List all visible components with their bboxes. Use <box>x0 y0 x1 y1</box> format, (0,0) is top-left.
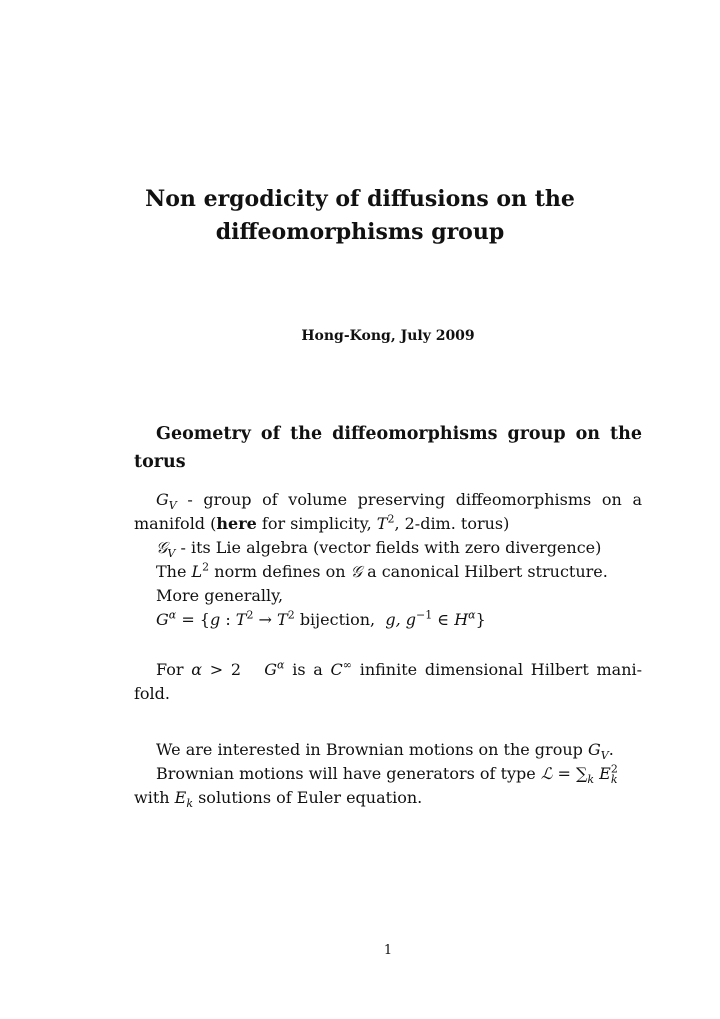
lie-algebra-line <box>134 536 642 560</box>
place-date: Hong-Kong, July 2009 <box>301 328 475 344</box>
page-number: 1 <box>383 943 393 958</box>
math-c-infinity: C∞ <box>330 658 352 679</box>
math-set-open: = {g : $T^2 \to T^2$ <box>181 608 295 629</box>
heading-line-2: torus <box>134 452 186 472</box>
paragraph-brownian <box>134 738 642 810</box>
l2-suffix: a canonical Hilbert structure. <box>367 562 608 581</box>
g-alpha-definition <box>134 608 642 632</box>
l2-prefix: The <box>156 562 187 581</box>
interest-text: We are interested in Brownian motions on the group <box>156 740 583 759</box>
manifold-suffix: , 2-dim. torus) <box>394 514 510 533</box>
math-set-close: g, $g^{-1}$ ∈ $H^\alpha$} <box>385 608 486 629</box>
paragraph-hilbert-manifold <box>134 658 642 706</box>
gv-description: - group of volume preserving diffeomorphisms on a <box>187 490 642 509</box>
math-l2: $L^2$ <box>191 560 210 581</box>
math-calg-v: 𝒢$_V$ <box>156 538 176 561</box>
brownian-line-2 <box>134 762 642 786</box>
math-ek: $E_k$ <box>174 788 193 811</box>
here-emphasis: here <box>216 514 257 533</box>
gv-line <box>134 488 642 512</box>
generally-line: More generally, <box>156 586 284 605</box>
manifold-middle: for simplicity, <box>261 514 372 533</box>
lie-description: - its Lie algebra (vector fields with zero divergence) <box>180 538 602 557</box>
math-t2: $T^2$ <box>376 512 395 533</box>
bijection-word: bijection, <box>299 610 376 629</box>
brownian-line-3 <box>134 786 642 810</box>
with-word: with <box>134 788 170 807</box>
for-word: For <box>156 660 184 679</box>
heading-line-1: Geometry of the diffeomorphisms group on the <box>156 424 642 444</box>
l2-norm-line <box>134 560 642 584</box>
math-alpha-gt-2: α > 2 $G^\alpha$ <box>191 658 285 679</box>
manifold-line <box>134 512 642 536</box>
hilbert-rest: infinite dimensional Hilbert mani- <box>359 660 643 679</box>
math-generator: ℒ = $\sum_k$ $E^2_k$ <box>540 762 618 787</box>
title-line-1: Non ergodicity of diffusions on the <box>145 186 575 212</box>
generators-text: Brownian motions will have generators of type <box>156 764 536 783</box>
paragraph-definitions <box>134 488 642 632</box>
euler-text: solutions of Euler equation. <box>198 788 423 807</box>
paper-title <box>0 183 720 249</box>
math-g-alpha: $G^\alpha$ <box>156 608 177 629</box>
hilbert-line-2: fold. <box>134 684 170 703</box>
math-calg: 𝒢 <box>350 562 362 581</box>
math-gv-2: $G_V$ <box>587 740 609 763</box>
manifold-prefix: manifold ( <box>134 514 217 533</box>
title-line-2: diffeomorphisms group <box>215 219 505 245</box>
brownian-line-1: We are interested in Brownian motions on the group $G_V$. <box>156 740 614 763</box>
is-a-word: is a <box>292 660 323 679</box>
math-gv: $G_V$ <box>156 490 177 513</box>
hilbert-line-1 <box>134 658 642 682</box>
l2-middle: norm defines on <box>214 562 346 581</box>
section-heading <box>134 420 642 476</box>
